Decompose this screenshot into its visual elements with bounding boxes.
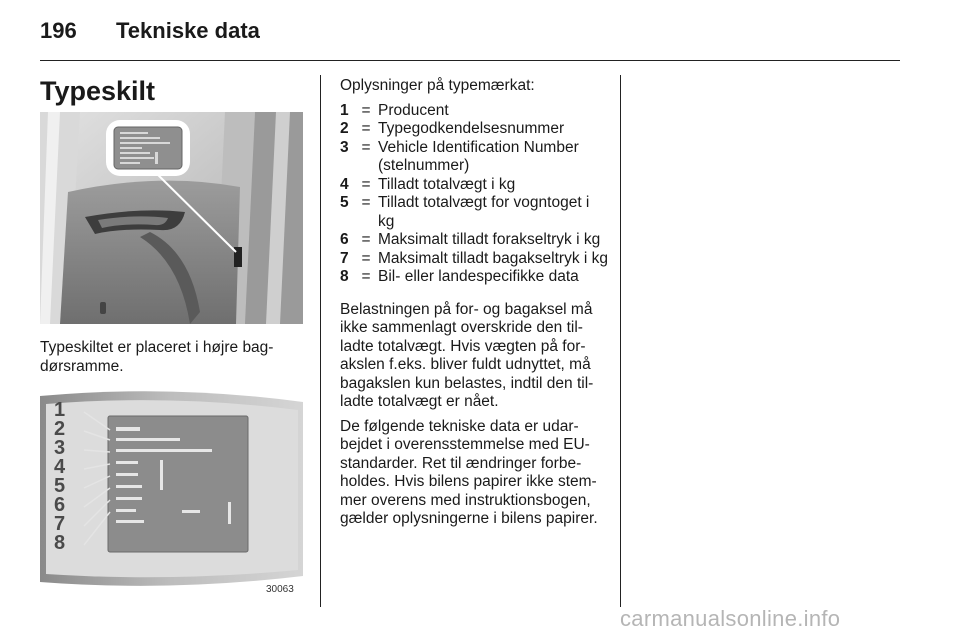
watermark: carmanualsonline.info — [620, 606, 841, 631]
eu-standards-paragraph: De følgende tekniske data er udar-bejdet i overensstemmelse med EU-standarder. Ret til ændringer forbe-holdes. Hvis bilens papirer ikke stem-mer overens med instruktionsbogen, gælder oplysningerne i bilens papirer. — [340, 417, 598, 527]
figure-code: 30063 — [266, 584, 294, 595]
legend-item — [340, 268, 608, 287]
legend-text: Maksimalt tilladt bagakseltryk i kg — [378, 249, 608, 267]
legend-equals: = — [361, 194, 371, 211]
column-divider-left — [320, 75, 321, 607]
legend-number: 7 — [340, 249, 349, 267]
legend-item — [340, 120, 608, 139]
legend-number: 5 — [340, 194, 349, 211]
legend-item — [340, 139, 608, 176]
legend-equals: = — [361, 231, 371, 248]
legend-list — [340, 102, 608, 287]
legend-intro: Oplysninger på typemærkat: — [340, 77, 535, 94]
legend-number: 1 — [340, 101, 349, 119]
legend-item — [340, 194, 608, 231]
callout-6: 6 — [54, 494, 66, 516]
callout-4: 4 — [54, 456, 66, 478]
chapter-title: Tekniske data — [116, 18, 260, 43]
legend-text: Tilladt totalvægt for vogntoget i kg — [378, 194, 590, 230]
callout-7: 7 — [54, 513, 66, 535]
legend-equals: = — [361, 249, 371, 267]
legend-number: 3 — [340, 138, 349, 156]
header-rule — [40, 60, 900, 61]
section-title: Typeskilt — [40, 76, 156, 106]
photo-caption: Typeskiltet er placeret i højre bag-dørsramme. — [40, 339, 274, 375]
callout-5: 5 — [54, 475, 66, 497]
callout-8: 8 — [54, 532, 66, 554]
legend-equals: = — [361, 101, 371, 119]
legend-equals: = — [361, 138, 371, 156]
legend-number: 8 — [340, 268, 349, 285]
plate-legend-column — [340, 77, 608, 529]
callout-1: 1 — [54, 399, 66, 421]
legend-equals: = — [361, 175, 371, 193]
column-divider-right — [620, 75, 621, 607]
legend-number: 6 — [340, 231, 349, 248]
callout-2: 2 — [54, 418, 66, 440]
door-frame-photo — [40, 112, 303, 324]
type-plate-figure — [40, 382, 303, 596]
legend-text: Typegodkendelsesnummer — [378, 120, 565, 137]
legend-text: Vehicle Identification Number (stelnummer) — [378, 138, 579, 174]
legend-text: Maksimalt tilladt forakseltryk i kg — [378, 231, 601, 248]
legend-item — [340, 250, 608, 269]
legend-number: 2 — [340, 120, 349, 137]
legend-text: Bil- eller landespecifikke data — [378, 268, 579, 285]
legend-equals: = — [361, 120, 371, 137]
legend-number: 4 — [340, 175, 349, 193]
legend-item — [340, 102, 608, 121]
legend-text: Tilladt totalvægt i kg — [378, 175, 516, 193]
legend-text: Producent — [378, 101, 449, 119]
legend-equals: = — [361, 268, 371, 285]
axle-load-paragraph: Belastningen på for- og bagaksel må ikke sammenlagt overskride den til-ladte totalvægt. Hvis vægten på for-akslen f.eks. bliver fuldt udnyttet, må bagakslen kun belastes, indtil den til-ladte totalvægt er nået. — [340, 300, 594, 410]
legend-item — [340, 231, 608, 250]
page-number: 196 — [40, 18, 77, 43]
legend-item — [340, 176, 608, 195]
callout-3: 3 — [54, 437, 66, 459]
